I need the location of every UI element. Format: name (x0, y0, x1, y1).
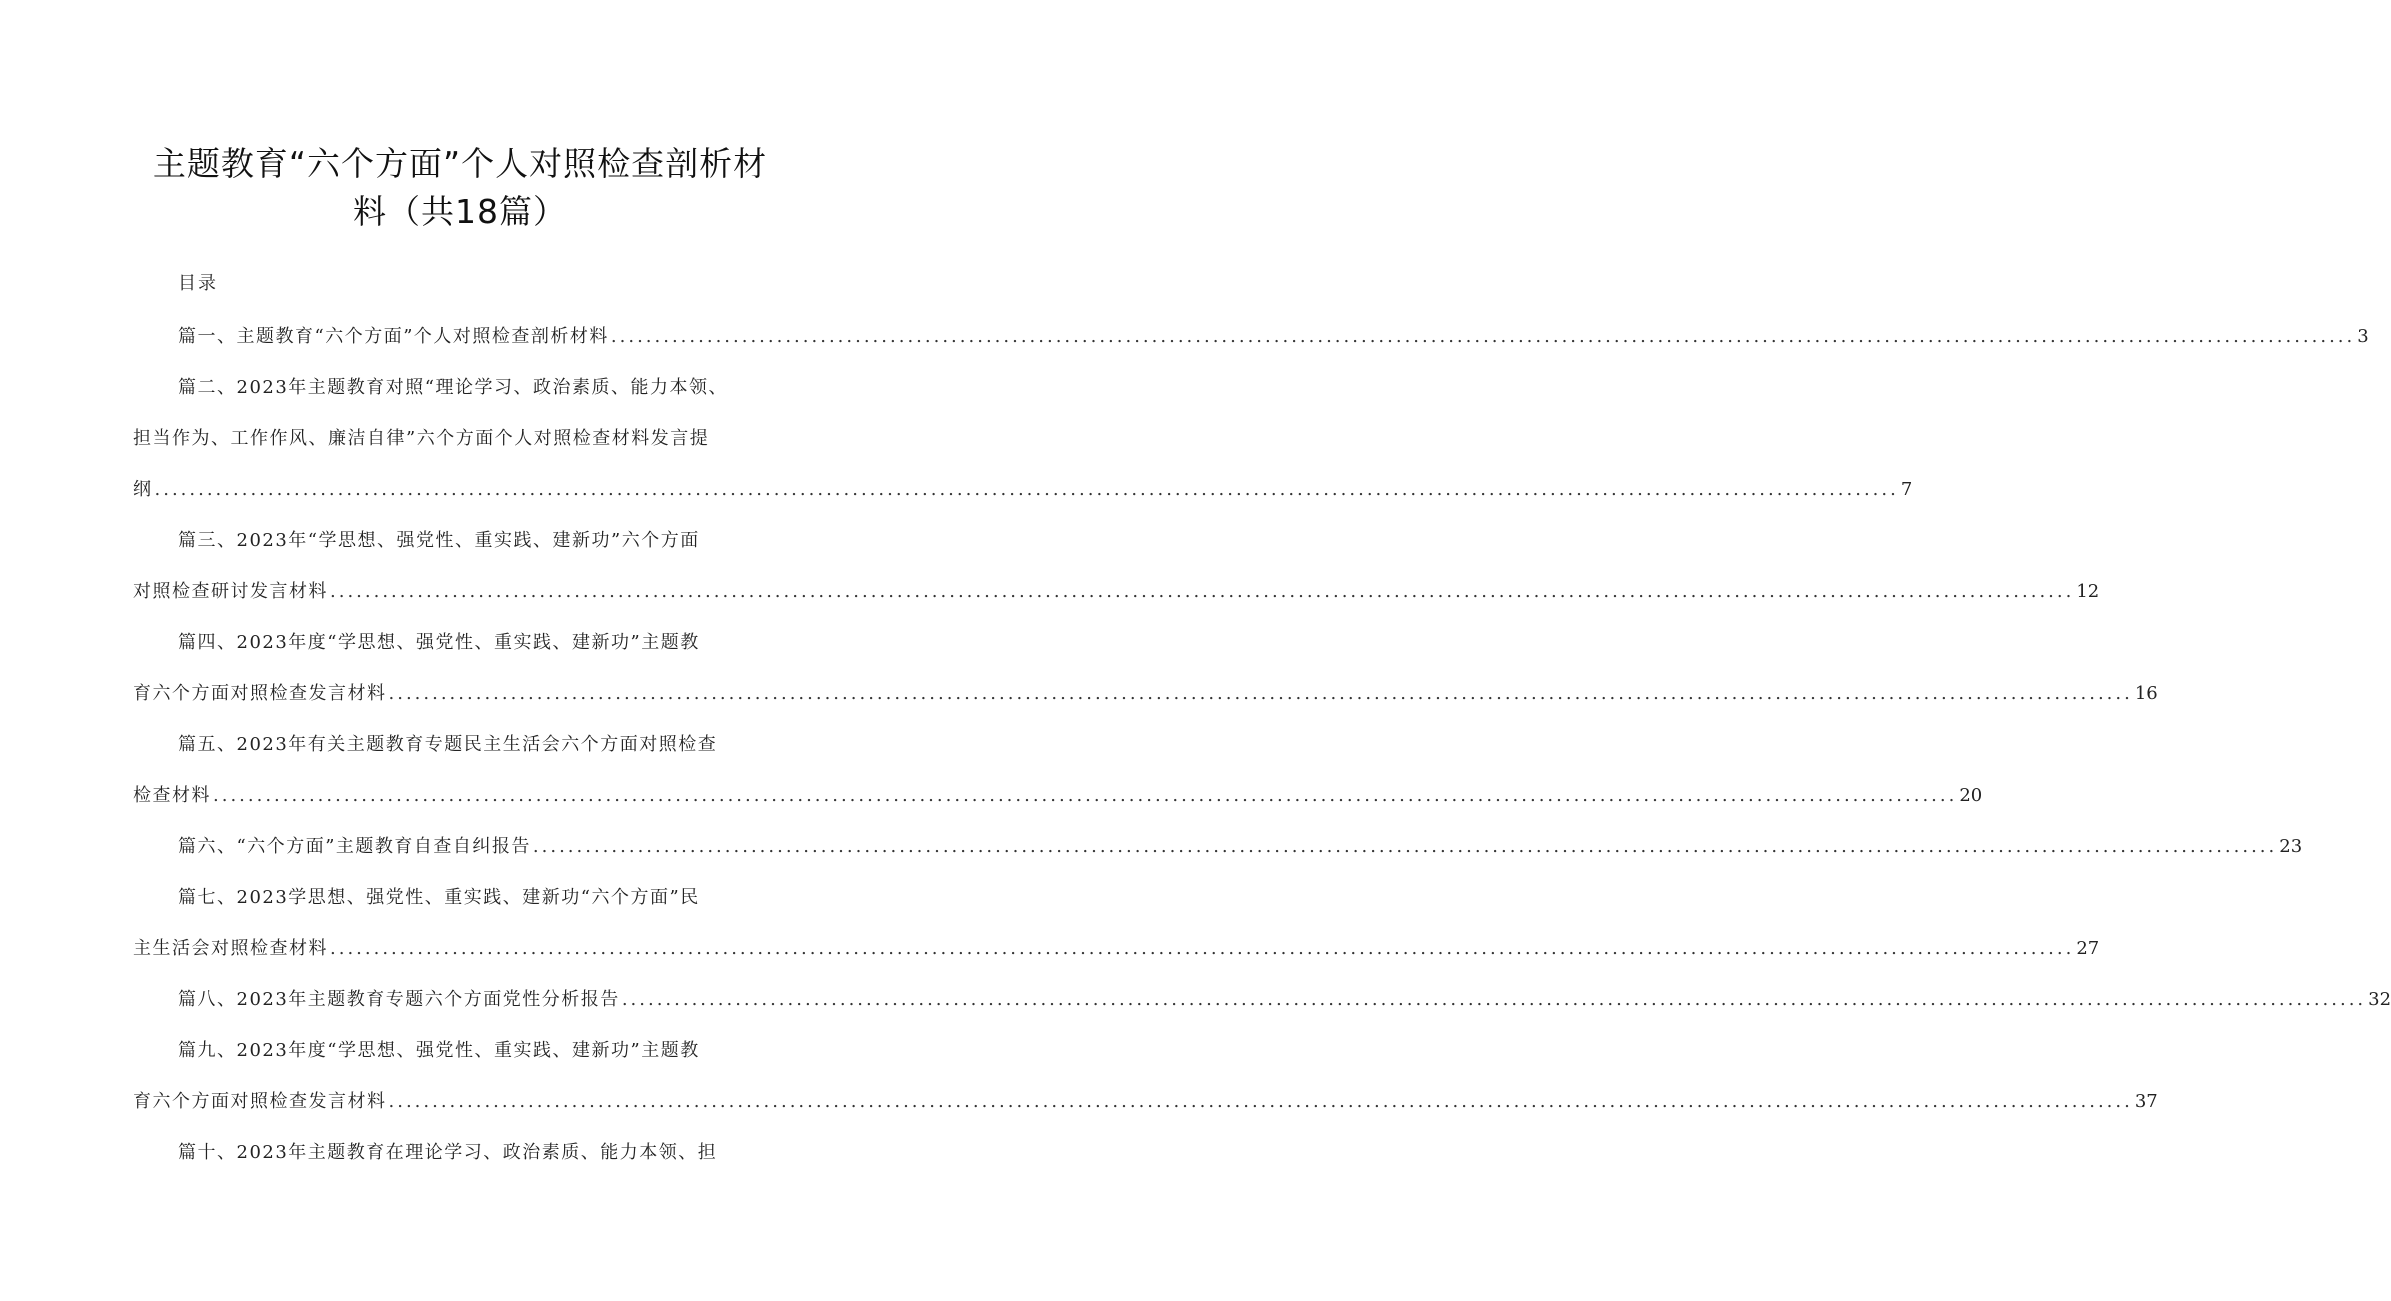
toc-entry[interactable] (133, 830, 2303, 864)
toc-entry-text: 篇三、2023年“学思想、强党性、重实践、建新功”六个方面 (178, 530, 700, 551)
toc-leader-dots: ........................................................................................................................................................................................................ (532, 836, 2278, 857)
toc-entry-text: 担当作为、工作作风、廉洁自律”六个方面个人对照检查材料发言提 (133, 428, 710, 449)
toc-leader-dots: ........................................................................................................................................................................................................ (330, 938, 2075, 959)
toc-leader-dots: ........................................................................................................................................................................................................ (213, 785, 1958, 806)
toc-entry-continued (133, 422, 773, 456)
toc-entry-text: 篇六、“六个方面”主题教育自查自纠报告 (178, 836, 531, 857)
toc-page-number: 12 (2076, 581, 2100, 602)
document-title (120, 140, 800, 236)
toc-page-number: 16 (2134, 683, 2158, 704)
toc-entry-text: 育六个方面对照检查发言材料 (133, 1091, 387, 1112)
toc-entry[interactable] (133, 1085, 2158, 1119)
toc-entry-text: 篇十、2023年主题教育在理论学习、政治素质、能力本领、担 (178, 1142, 718, 1163)
toc-leader-dots: ........................................................................................................................................................................................................ (388, 1091, 2133, 1112)
toc-page-number: 27 (2076, 938, 2100, 959)
toc-page-number: 37 (2134, 1091, 2158, 1112)
toc-entry[interactable] (133, 677, 2158, 711)
toc-leader-dots: ........................................................................................................................................................................................................ (621, 989, 2367, 1010)
title-line-1: 主题教育“六个方面”个人对照检查剖析材 (152, 144, 768, 183)
toc-leader-dots: ........................................................................................................................................................................................................ (330, 581, 2075, 602)
toc-page-number: 7 (1900, 479, 1913, 500)
toc-entry[interactable] (133, 320, 2369, 354)
toc-entry-text: 主生活会对照检查材料 (133, 938, 328, 959)
toc-page-number: 20 (1959, 785, 1983, 806)
toc-entry-continued (133, 1136, 773, 1170)
toc-entry-continued (133, 626, 773, 660)
toc-page-number: 32 (2368, 989, 2391, 1010)
toc-entry[interactable] (133, 932, 2100, 966)
toc-entry-text: 篇一、主题教育“六个方面”个人对照检查剖析材料 (178, 326, 609, 347)
toc-leader-dots: ........................................................................................................................................................................................................ (154, 479, 1899, 500)
toc-entry[interactable] (133, 473, 1913, 507)
toc-leader-dots: ........................................................................................................................................................................................................ (388, 683, 2133, 704)
toc-entry-continued (133, 881, 773, 915)
toc-entry-text: 篇二、2023年主题教育对照“理论学习、政治素质、能力本领、 (178, 377, 729, 398)
toc-entry-text: 篇七、2023学思想、强党性、重实践、建新功“六个方面”民 (178, 887, 700, 908)
toc-entry-continued (133, 1034, 773, 1068)
toc-entry-text: 篇四、2023年度“学思想、强党性、重实践、建新功”主题教 (178, 632, 700, 653)
toc-entry-continued (133, 728, 773, 762)
title-line-2: 料（共18篇） (353, 192, 567, 231)
toc-entry[interactable] (133, 779, 1983, 813)
toc-entry[interactable] (133, 575, 2100, 609)
toc-entry[interactable] (133, 983, 2391, 1017)
toc-leader-dots: ........................................................................................................................................................................................................ (610, 326, 2356, 347)
toc-entry-text: 检查材料 (133, 785, 211, 806)
toc-entry-text: 篇八、2023年主题教育专题六个方面党性分析报告 (178, 989, 620, 1010)
toc-entry-text: 篇九、2023年度“学思想、强党性、重实践、建新功”主题教 (178, 1040, 700, 1061)
toc-entry-continued (133, 524, 773, 558)
toc-page-number: 23 (2279, 836, 2303, 857)
toc-entry-continued (133, 371, 773, 405)
toc-heading: 目录 (178, 273, 218, 294)
toc-entry-text: 篇五、2023年有关主题教育专题民主生活会六个方面对照检查 (178, 734, 718, 755)
toc-entry-text: 育六个方面对照检查发言材料 (133, 683, 387, 704)
toc-entry-text: 对照检查研讨发言材料 (133, 581, 328, 602)
toc-entry-text: 纲 (133, 479, 153, 500)
toc-page-number: 3 (2357, 326, 2369, 347)
